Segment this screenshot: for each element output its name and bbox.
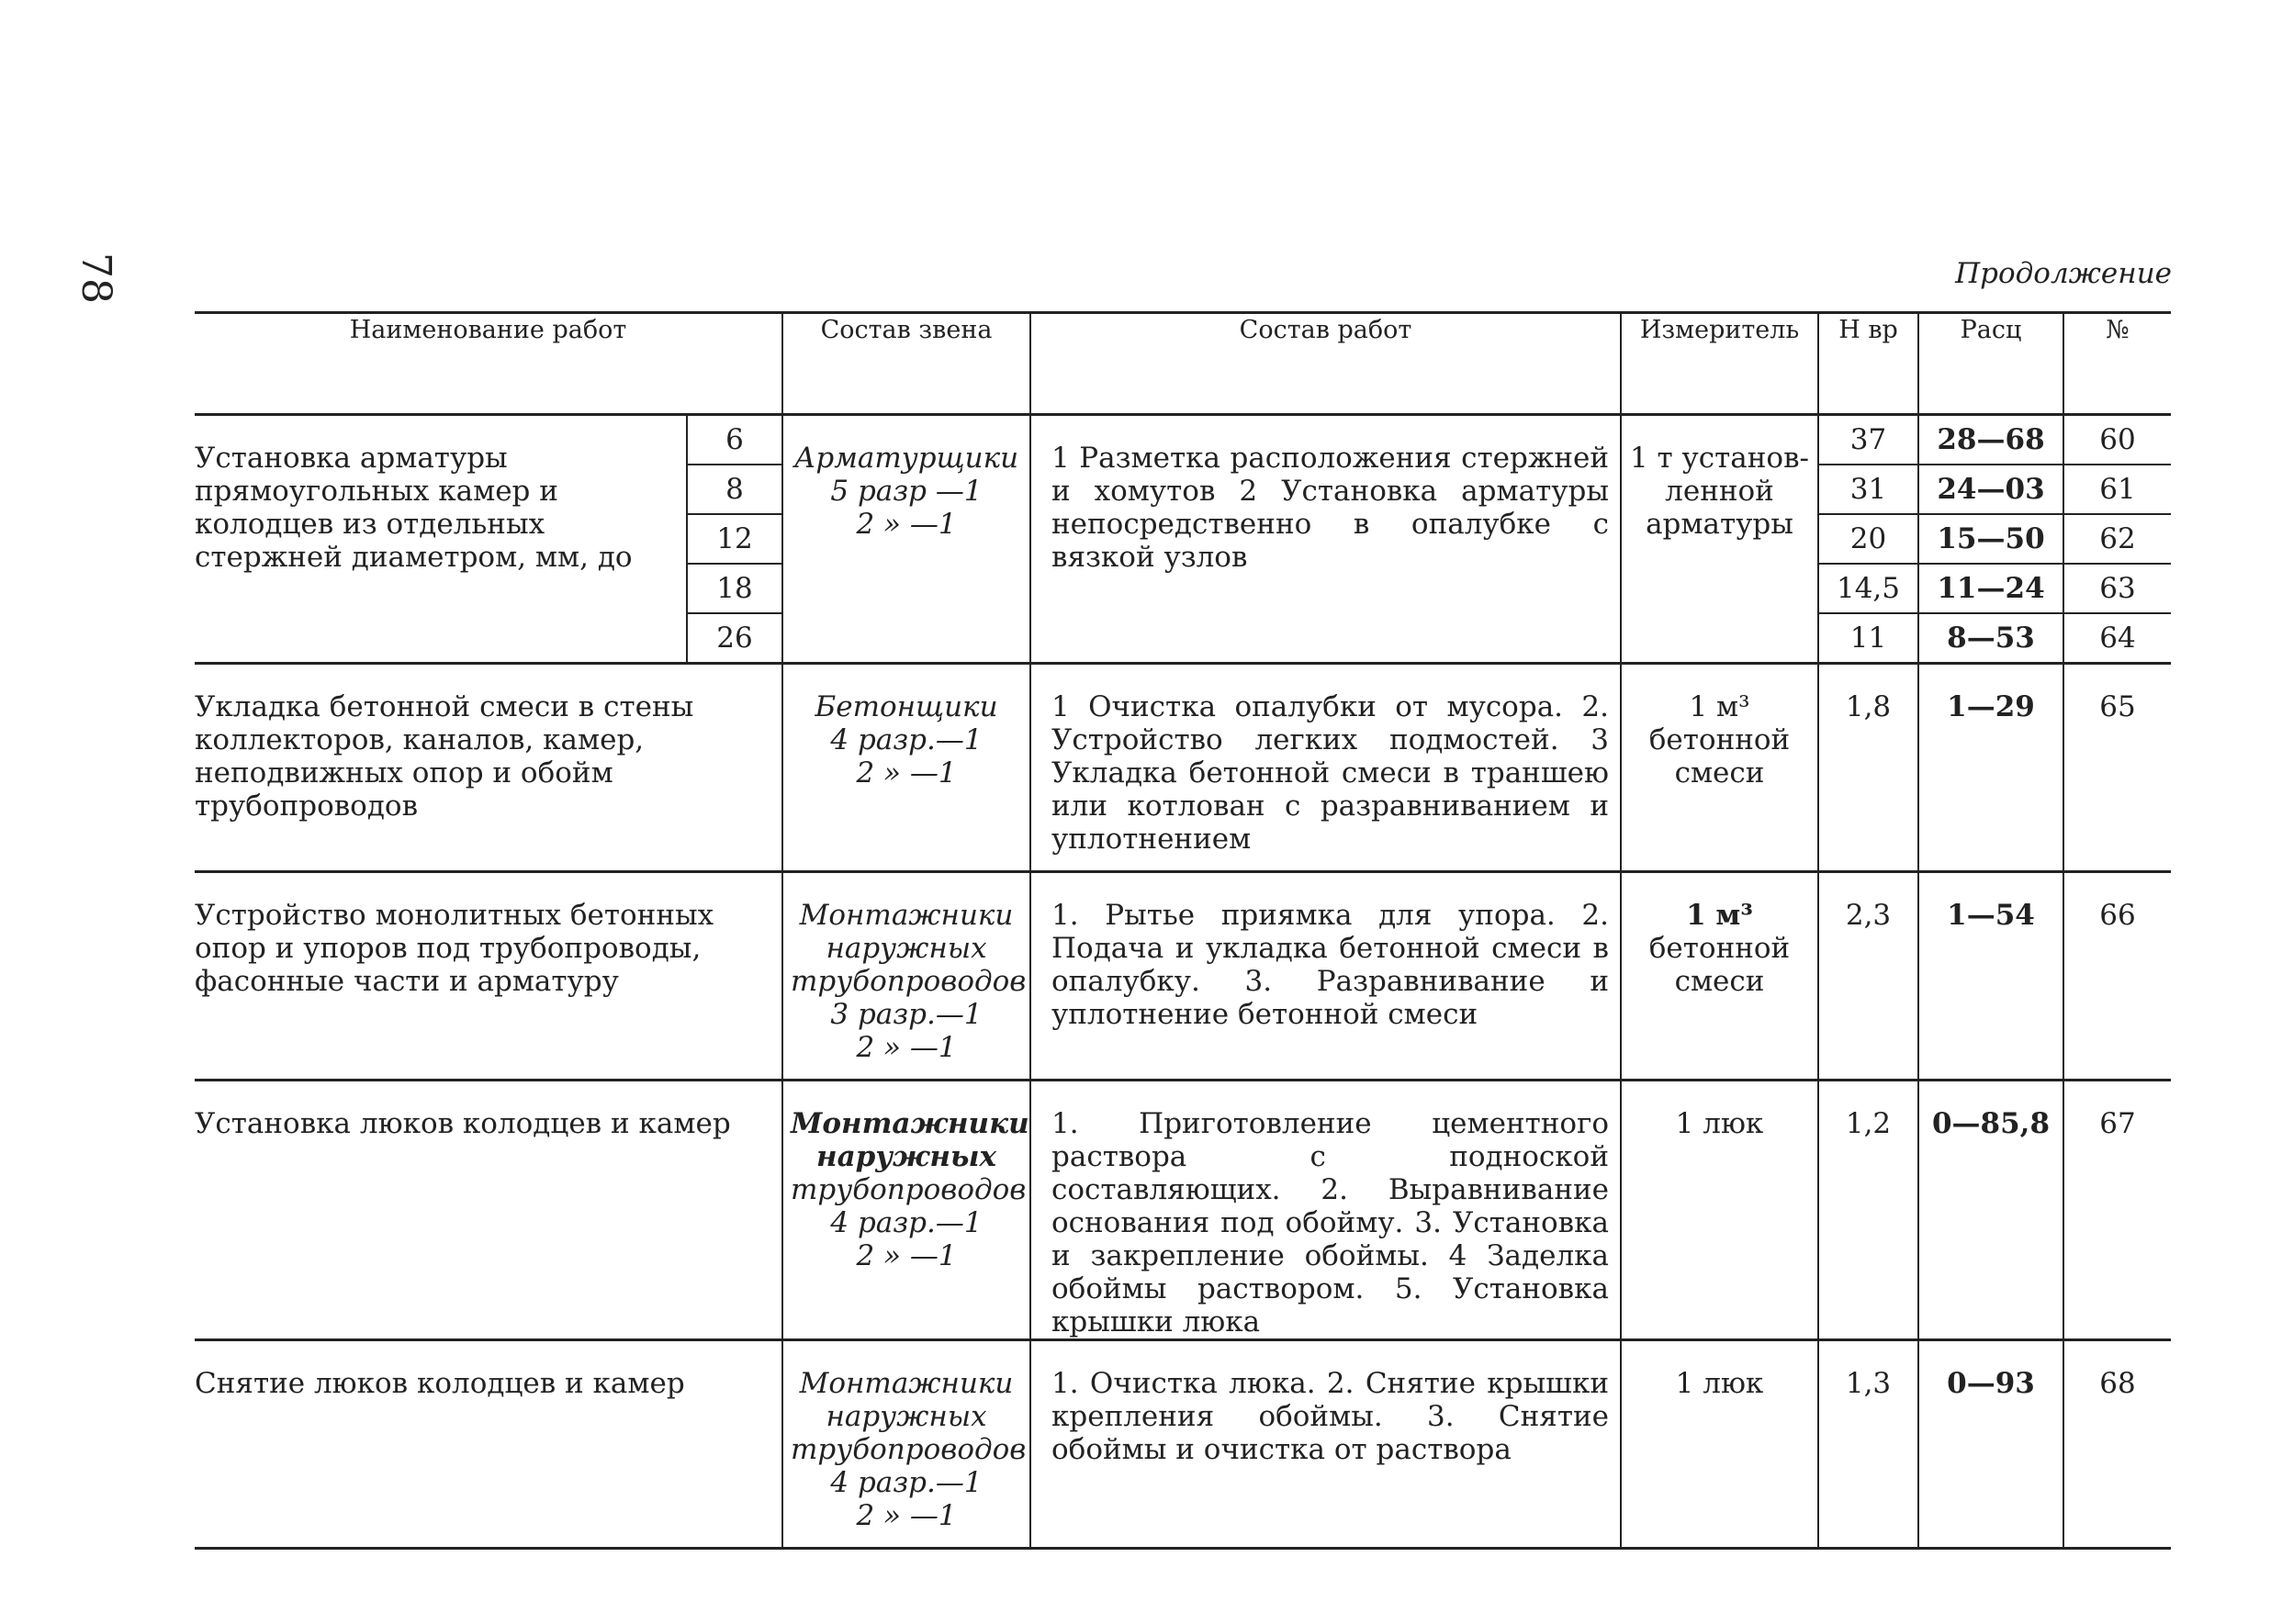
header-num: № bbox=[2063, 313, 2171, 415]
item-number: 62 bbox=[2063, 514, 2171, 564]
time-norm: 1,8 bbox=[1818, 664, 1918, 872]
row-work-name: Устройство монолитных бетонных опор и упоров под трубопроводы, фасонные части и арматуру bbox=[195, 872, 782, 1081]
diameter-cell: 18 bbox=[687, 564, 782, 613]
rate: 28—68 bbox=[1918, 415, 2063, 465]
rate: 15—50 bbox=[1918, 514, 2063, 564]
rate: 11—24 bbox=[1918, 564, 2063, 613]
time-norm: 20 bbox=[1818, 514, 1918, 564]
table-row bbox=[195, 1081, 2171, 1340]
page-number: 78 bbox=[73, 252, 119, 304]
header-crew: Состав звена bbox=[782, 313, 1030, 415]
header-name: Наименование работ bbox=[195, 313, 782, 415]
item-number: 65 bbox=[2063, 664, 2171, 872]
item-number: 61 bbox=[2063, 465, 2171, 514]
table-row bbox=[195, 872, 2171, 1081]
row-unit: 1 м³ бетонной смеси bbox=[1621, 664, 1818, 872]
item-number: 63 bbox=[2063, 564, 2171, 613]
row-unit: 1 м³ бетонной смеси bbox=[1621, 872, 1818, 1081]
header-rate: Расц bbox=[1918, 313, 2063, 415]
time-norm: 37 bbox=[1818, 415, 1918, 465]
header-ops: Состав работ bbox=[1030, 313, 1621, 415]
row-unit: 1 т установ- ленной арматуры bbox=[1621, 415, 1818, 664]
row-work-name: Снятие люков колодцев и камер bbox=[195, 1340, 782, 1549]
item-number: 68 bbox=[2063, 1340, 2171, 1549]
row-work-name: Укладка бетонной смеси в стены коллекторов, каналов, камер, неподвижных опор и обойм трубопроводов bbox=[195, 664, 782, 872]
row-crew: Монтажники наружных трубопроводов 4 разр.—1 2 » —1 bbox=[782, 1081, 1030, 1340]
rate: 0—93 bbox=[1918, 1340, 2063, 1549]
item-number: 67 bbox=[2063, 1081, 2171, 1340]
row-operations: 1 Разметка расположения стержней и хомутов 2 Установка арматуры непосредственно в опалубке с вязкой узлов bbox=[1030, 415, 1621, 664]
time-norm: 14,5 bbox=[1818, 564, 1918, 613]
row-unit: 1 люк bbox=[1621, 1081, 1818, 1340]
row-operations: 1. Рытье приямка для упора. 2. Подача и укладка бетонной смеси в опалубку. 3. Разравнивание и уплотнение бетонной смеси bbox=[1030, 872, 1621, 1081]
item-number: 66 bbox=[2063, 872, 2171, 1081]
time-norm: 11 bbox=[1818, 613, 1918, 664]
diameter-cell: 6 bbox=[687, 415, 782, 465]
time-norm: 2,3 bbox=[1818, 872, 1918, 1081]
norms-table bbox=[195, 311, 2171, 1550]
diameter-cell: 26 bbox=[687, 613, 782, 664]
row-crew: Монтажники наружных трубопроводов 4 разр.—1 2 » —1 bbox=[782, 1340, 1030, 1549]
table-header-row bbox=[195, 313, 2171, 415]
row-operations: 1 Очистка опалубки от мусора. 2. Устройство легких подмостей. 3 Укладка бетонной смеси в траншею или котлован с разравниванием и уплотнением bbox=[1030, 664, 1621, 872]
rate: 24—03 bbox=[1918, 465, 2063, 514]
row-operations: 1. Очистка люка. 2. Снятие крышки крепления обоймы. 3. Снятие обоймы и очистка от раствора bbox=[1030, 1340, 1621, 1549]
diameter-cell: 8 bbox=[687, 465, 782, 514]
table-row bbox=[195, 664, 2171, 872]
rate: 1—54 bbox=[1918, 872, 2063, 1081]
row-unit: 1 люк bbox=[1621, 1340, 1818, 1549]
time-norm: 1,3 bbox=[1818, 1340, 1918, 1549]
row-operations: 1. Приготовление цементного раствора с подноской составляющих. 2. Выравнивание основания под обойму. 3. Установка и закрепление обоймы. 4 Заделка обоймы раствором. 5. Установка крышки люка bbox=[1030, 1081, 1621, 1340]
rate: 8—53 bbox=[1918, 613, 2063, 664]
table-row bbox=[195, 415, 2171, 465]
item-number: 64 bbox=[2063, 613, 2171, 664]
continued-label: Продолжение bbox=[1955, 257, 2172, 290]
row-crew: Бетонщики 4 разр.—1 2 » —1 bbox=[782, 664, 1030, 872]
row-work-name: Установка люков колодцев и камер bbox=[195, 1081, 782, 1340]
row-crew: Монтажники наружных трубопроводов 3 разр.—1 2 » —1 bbox=[782, 872, 1030, 1081]
row-crew: Арматурщики 5 разр —1 2 » —1 bbox=[782, 415, 1030, 664]
rate: 0—85,8 bbox=[1918, 1081, 2063, 1340]
table-row bbox=[195, 1340, 2171, 1549]
time-norm: 31 bbox=[1818, 465, 1918, 514]
header-unit: Измеритель bbox=[1621, 313, 1818, 415]
rate: 1—29 bbox=[1918, 664, 2063, 872]
diameter-cell: 12 bbox=[687, 514, 782, 564]
header-time: Н вр bbox=[1818, 313, 1918, 415]
row-work-name: Установка арматуры прямоугольных камер и колодцев из отдельных стержней диаметром, мм, до bbox=[195, 415, 687, 664]
item-number: 60 bbox=[2063, 415, 2171, 465]
time-norm: 1,2 bbox=[1818, 1081, 1918, 1340]
